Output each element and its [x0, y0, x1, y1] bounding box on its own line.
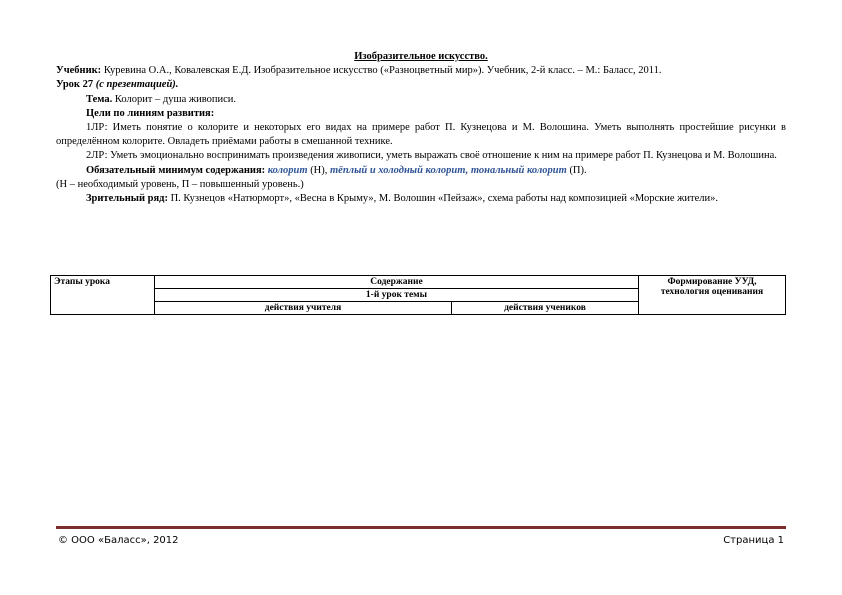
footer-copyright: © ООО «Баласс», 2012: [58, 535, 179, 546]
visual-line: [56, 192, 786, 206]
topic-line: [56, 93, 786, 107]
textbook-line: [56, 64, 786, 78]
lesson-line: [56, 78, 786, 92]
lesson-label: Урок 27: [56, 79, 94, 91]
levels-note: (Н – необходимый уровень, П – повышенный уровень.): [56, 178, 304, 190]
minimum-level-1: (Н),: [307, 164, 331, 176]
col-uud-header: Формирование УУД, технология оценивания: [639, 276, 786, 315]
sub-students-header: действия учеников: [452, 302, 639, 315]
col-content-header: Содержание: [155, 276, 639, 289]
goal-2: 2ЛР: Уметь эмоционально воспринимать произведения живописи, уметь выражать своё отношение к ним на примере работ П. Кузнецова и М. Волошина.: [86, 150, 777, 162]
topic-text: Колорит – душа живописи.: [112, 93, 237, 105]
footer-divider: [56, 526, 786, 529]
visual-text: П. Кузнецов «Натюрморт», «Весна в Крыму», М. Волошин «Пейзаж», схема работы над композицией «Морские жители».: [167, 193, 718, 205]
minimum-label: Обязательный минимум содержания:: [86, 164, 266, 176]
visual-label: Зрительный ряд:: [86, 193, 168, 205]
minimum-term-1: колорит: [267, 164, 308, 176]
sub-teacher-header: действия учителя: [155, 302, 452, 315]
textbook-text: Куревина О.А., Ковалевская Е.Д. Изобразительное искусство («Разноцветный мир»). Учебник, 2-й класс. – М.: Баласс, 2011.: [101, 65, 662, 77]
goal-1: 1ЛР: Иметь понятие о колорите и некоторых его видах на примере работ П. Кузнецова и М. Волошина. Уметь выполнять простейшие рисунки в определённом колорите. Овладеть приёмами работы в смешанной технике.: [56, 122, 786, 148]
sub-lesson-header: 1-й урок темы: [155, 289, 639, 302]
lesson-note: (с презентацией).: [95, 79, 179, 91]
minimum-level-2: (П).: [566, 164, 587, 176]
topic-label: Тема.: [86, 93, 113, 105]
minimum-line: [56, 164, 786, 178]
col-stages-header: Этапы урока: [51, 276, 155, 315]
textbook-label: Учебник:: [56, 65, 102, 77]
goals-heading: Цели по линиям развития:: [86, 107, 215, 119]
footer-page-number: Страница 1: [723, 535, 784, 546]
minimum-term-2: тёплый и холодный колорит, тональный колорит: [330, 164, 567, 176]
document-body: [56, 50, 786, 206]
document-title: Изобразительное искусство.: [354, 51, 488, 62]
lesson-table: [50, 275, 786, 315]
